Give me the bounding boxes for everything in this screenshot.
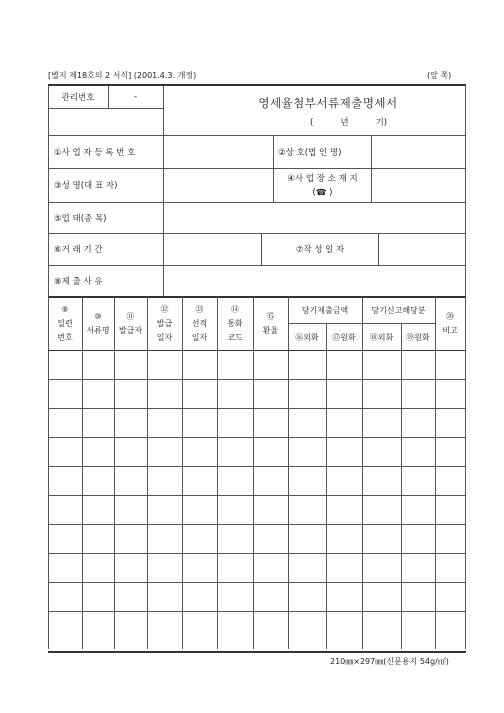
documents-table [48,296,466,653]
form-period: ( 년 기) [310,118,388,128]
trade-period-input[interactable] [164,233,260,265]
mgmt-no-value[interactable]: - [133,92,138,102]
sub-foreign-18: ⑱외화 [369,333,394,342]
col-document-name: ⑩ 서류명 [86,312,110,335]
form-title: 영세율첨부서류제출명세서 [258,96,398,110]
reason-label: ⑧제 출 사 유 [54,277,103,287]
address-input[interactable] [372,168,465,202]
address-phone: (☎ ) [312,187,333,198]
col-serial-no: ⑨ 일련 번호 [57,305,73,342]
date-written-label: ⑦작 성 일 자 [295,245,345,255]
page-side-label: (앞 쪽) [427,71,452,80]
business-input[interactable] [164,202,465,233]
reg-no-label: ①사 업 자 등 록 번 호 [54,147,136,158]
reason-input[interactable] [164,265,465,297]
col-currency-code: ⑭ 통화 코드 [227,305,243,342]
info-table [48,84,466,298]
trade-name-input[interactable] [372,135,465,168]
reg-no-input[interactable] [164,135,272,168]
paper-spec: 210㎜×297㎜(신문용지 54g/㎡) [330,657,449,666]
business-label: ⑤업 태(종 목) [54,213,107,224]
col-issue-date: ⑫ 발급 일자 [156,305,173,342]
form-reference: [별지 제18호의 2 서식] (2001.4.3. 개정) [48,71,197,80]
group-current-report: 당기신고해당분 [371,306,426,315]
name-label: ③성 명(대 표 자) [54,181,118,191]
col-remarks: ⑳ 비고 [442,312,458,335]
address-label: ④사 업 장 소 재 지 [287,173,358,184]
col-exchange-rate: ⑮ 환율 [262,312,279,335]
name-input[interactable] [164,168,272,202]
col-issuer: ⑪ 발급자 [118,312,143,335]
trade-name-label: ②상 호(법 인 명) [278,147,342,158]
mgmt-no-label: 관리번호 [61,93,95,103]
trade-period-label: ⑥거 래 기 간 [54,245,103,255]
sub-foreign-16: ⑯외화 [295,333,319,342]
sub-won-19: ⑲원화 [406,333,430,342]
group-current-submit: 당기제출금액 [301,306,349,315]
col-shipping-date: ⑬ 선적 일자 [191,305,208,342]
date-written-input[interactable] [379,233,465,265]
sub-won-17: ⑰원화 [332,333,356,342]
